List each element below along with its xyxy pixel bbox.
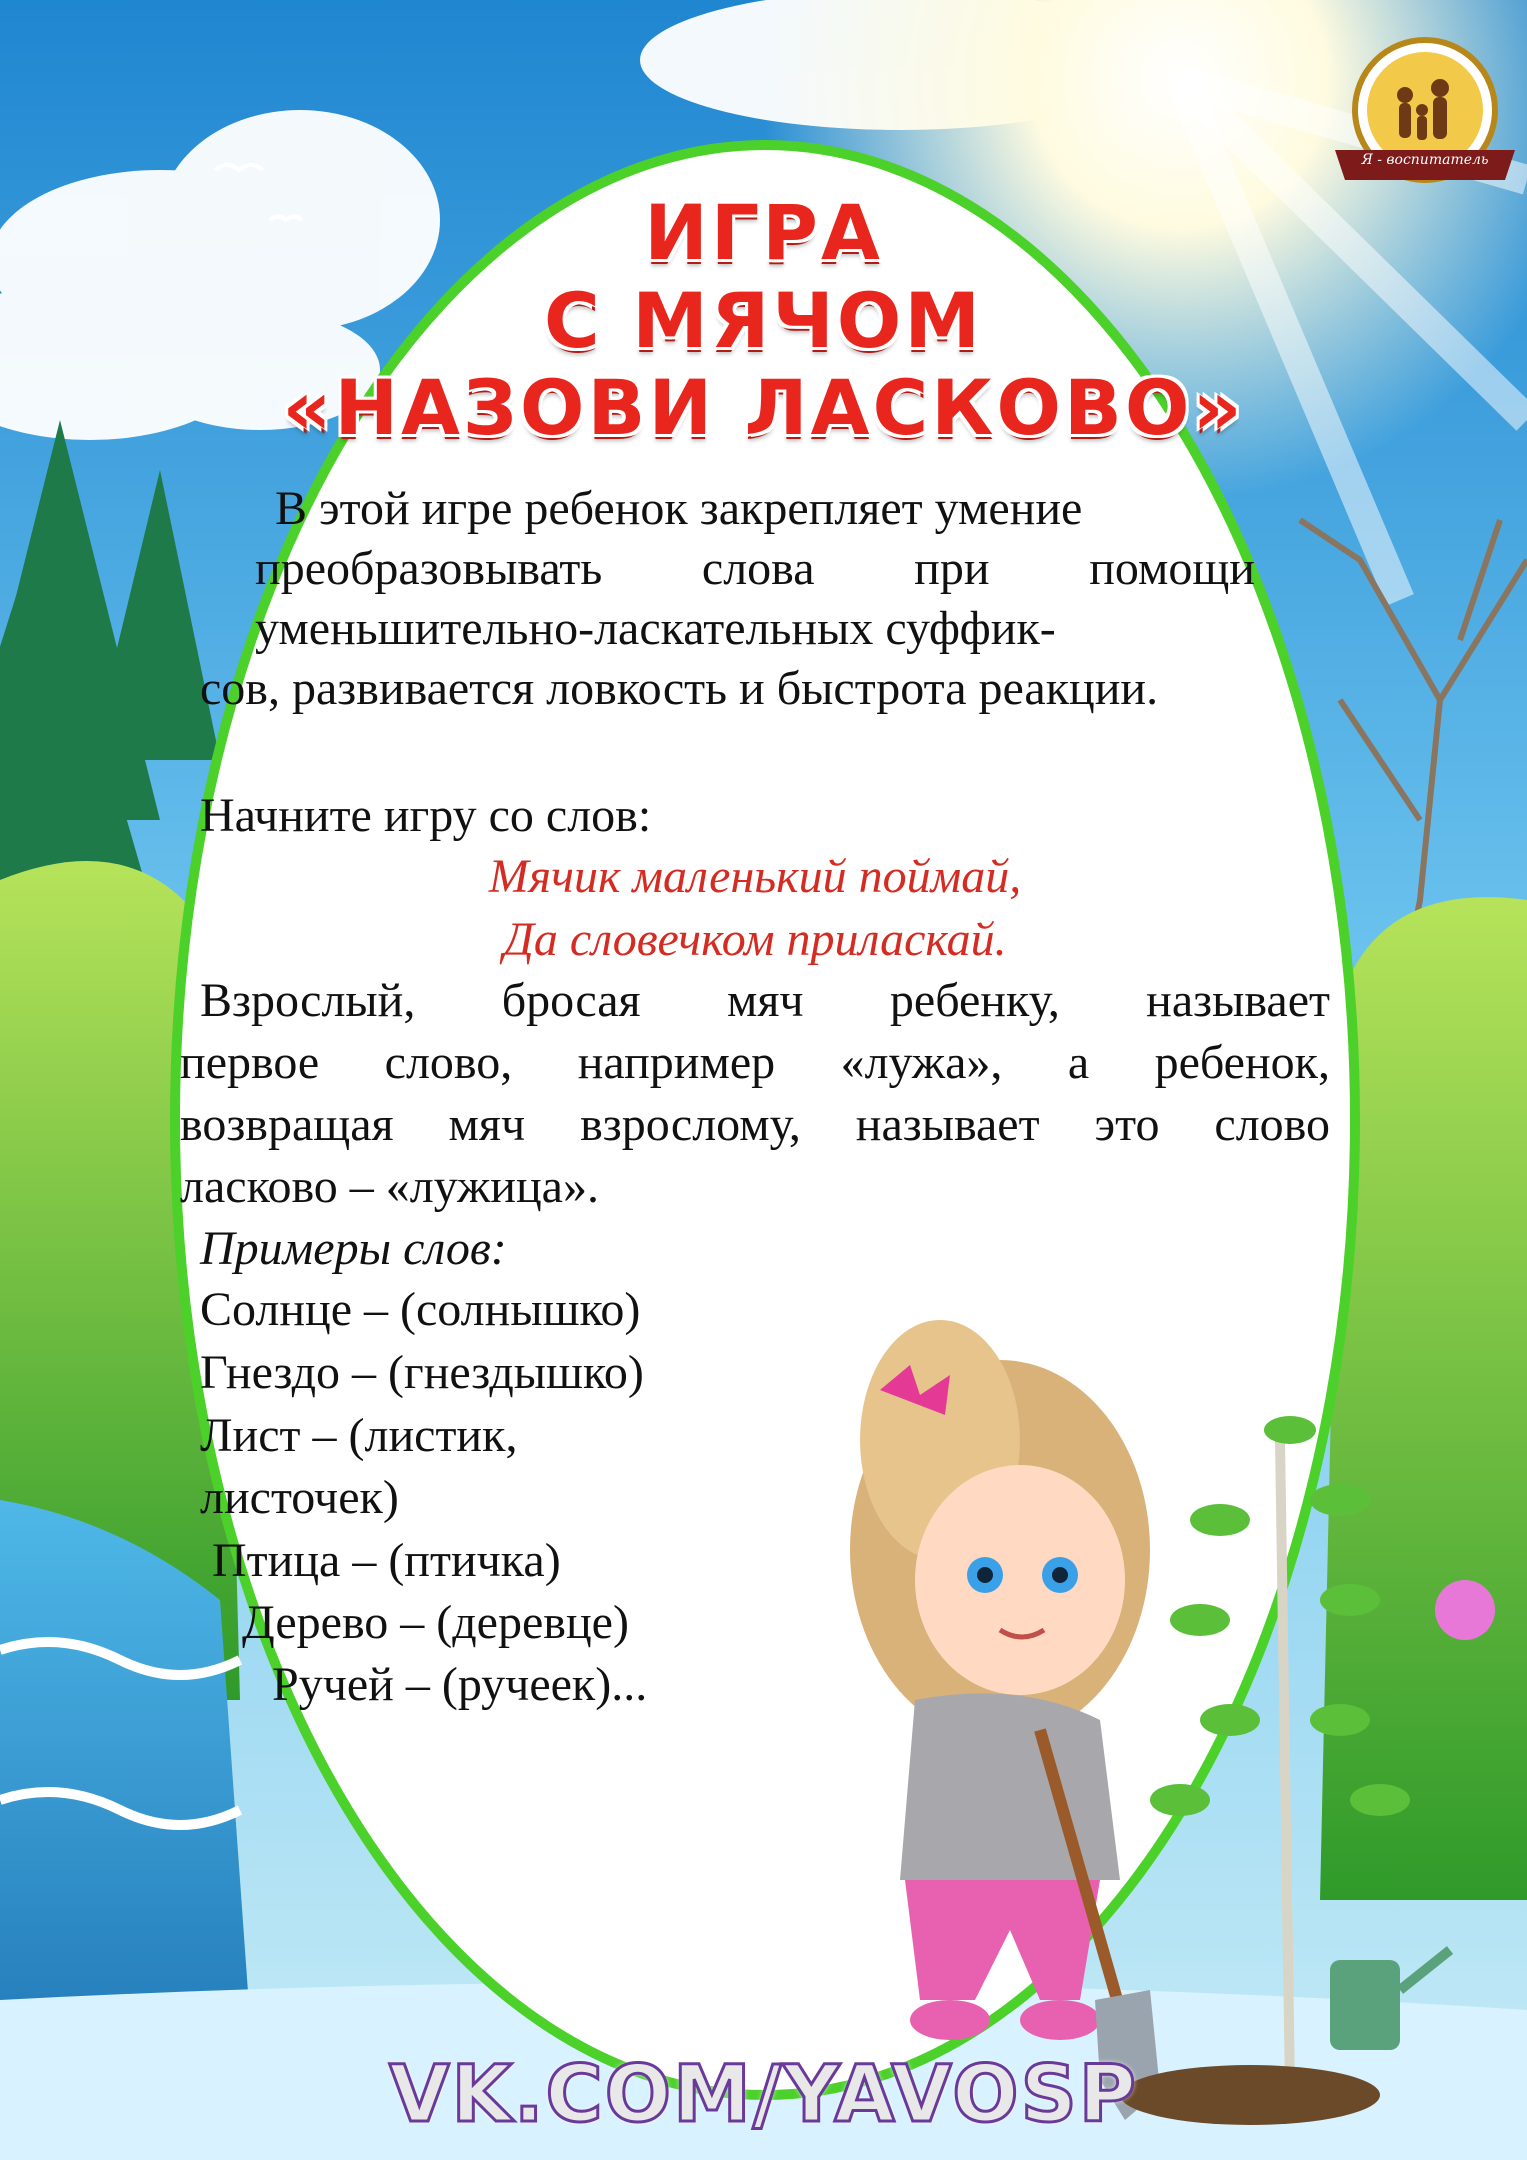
title-line-1: ИГРА <box>644 188 883 277</box>
example-item: Птица – (птичка) <box>212 1534 561 1587</box>
logo-caption: Я - воспитатель <box>1361 152 1489 168</box>
watermark-url: VK.COM/YAVOSP <box>389 2050 1138 2140</box>
examples-heading: Примеры слов: <box>200 1222 507 1275</box>
rules-line-1: Взрослый, бросая мяч ребенку, называет <box>200 974 1330 1027</box>
rules-line-4: ласково – «лужица». <box>180 1160 599 1213</box>
example-item: Ручей – (ручеек)... <box>272 1658 648 1711</box>
intro-line-2: преобразовывать слова при помощи <box>255 542 1255 595</box>
rules-line-3: возвращая мяч взрослому, называет это слово <box>180 1098 1330 1151</box>
title-line-2: С МЯЧОМ <box>543 276 984 365</box>
rhyme-line-2: Да словечком приласкай. <box>503 913 1007 966</box>
title-line-3: «НАЗОВИ ЛАСКОВО» <box>282 363 1245 452</box>
intro-line-1: В этой игре ребенок закрепляет умение <box>275 482 1083 535</box>
example-item: Лист – (листик, <box>200 1409 518 1462</box>
example-item: листочек) <box>200 1471 399 1524</box>
example-item: Дерево – (деревце) <box>242 1596 629 1649</box>
intro-line-4: сов, развивается ловкость и быстрота реакции. <box>200 662 1159 715</box>
example-item: Солнце – (солнышко) <box>200 1283 641 1336</box>
rhyme-line-1: Мячик маленький поймай, <box>488 850 1022 903</box>
example-item: Гнездо – (гнездышко) <box>200 1346 644 1399</box>
rules-line-2: первое слово, например «лужа», а ребенок, <box>180 1036 1330 1089</box>
intro-line-3: уменьшительно-ласкательных суффик- <box>255 602 1056 655</box>
start-phrase: Начните игру со слов: <box>200 789 652 842</box>
